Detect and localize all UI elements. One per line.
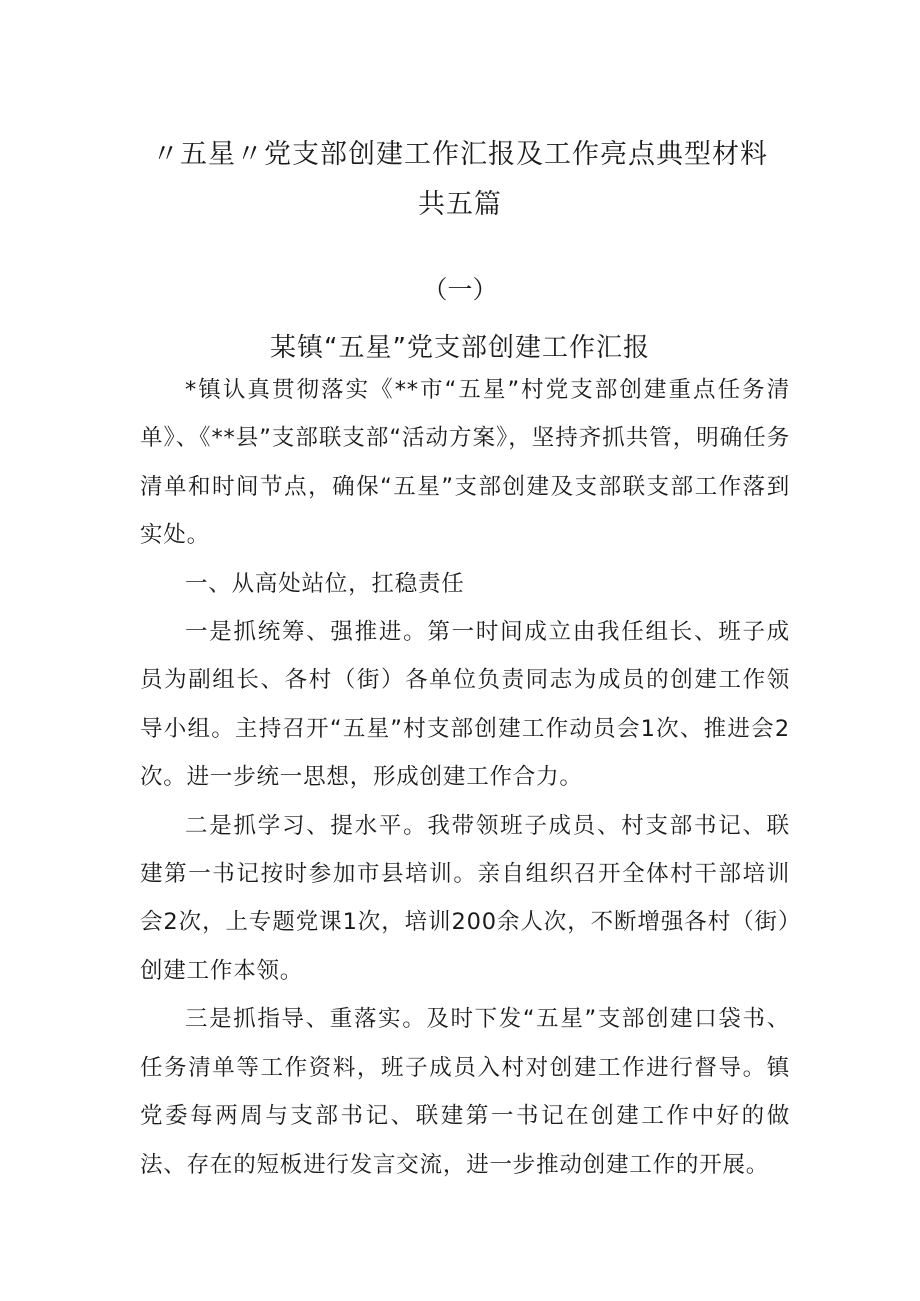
paragraph-point-1: 一是抓统筹、强推进。第一时间成立由我任组长、班子成员为副组长、各村（街）各单位负责同志为成员的创建工作领导小组。主持召开“五星”村支部创建工作动员会1次、推进会2次。进一步统一思想，形成创建工作合力。 xyxy=(140,619,790,791)
paragraph-point-2: 二是抓学习、提水平。我带领班子成员、村支部书记、联建第一书记按时参加市县培训。亲自组织召开全体村干部培训会2次，上专题党课1次，培训200余人次，不断增强各村（街）创建工作本领。 xyxy=(140,812,790,984)
document-title-line-1: 〃五星〃党支部创建工作汇报及工作亮点典型材料 xyxy=(152,139,768,170)
section-subtitle: 某镇“五星”党支部创建工作汇报 xyxy=(270,333,650,363)
document-body xyxy=(140,366,790,1189)
paragraph-heading-1: 一、从高处站位，扛稳责任 xyxy=(185,570,465,597)
document-title-line-2: 共五篇 xyxy=(418,189,502,220)
paragraph-intro: *镇认真贯彻落实《**市“五星”村党支部创建重点任务清单》、《**县”支部联支部“活动方案》，坚持齐抓共管，明确任务清单和时间节点，确保“五星”支部创建及支部联支部工作落到实处。 xyxy=(140,377,790,549)
section-number: （一） xyxy=(422,275,498,304)
paragraph-point-3: 三是抓指导、重落实。及时下发“五星”支部创建口袋书、任务清单等工作资料，班子成员入村对创建工作进行督导。镇党委每两周与支部书记、联建第一书记在创建工作中好的做法、存在的短板进行发言交流，进一步推动创建工作的开展。 xyxy=(140,1006,790,1178)
